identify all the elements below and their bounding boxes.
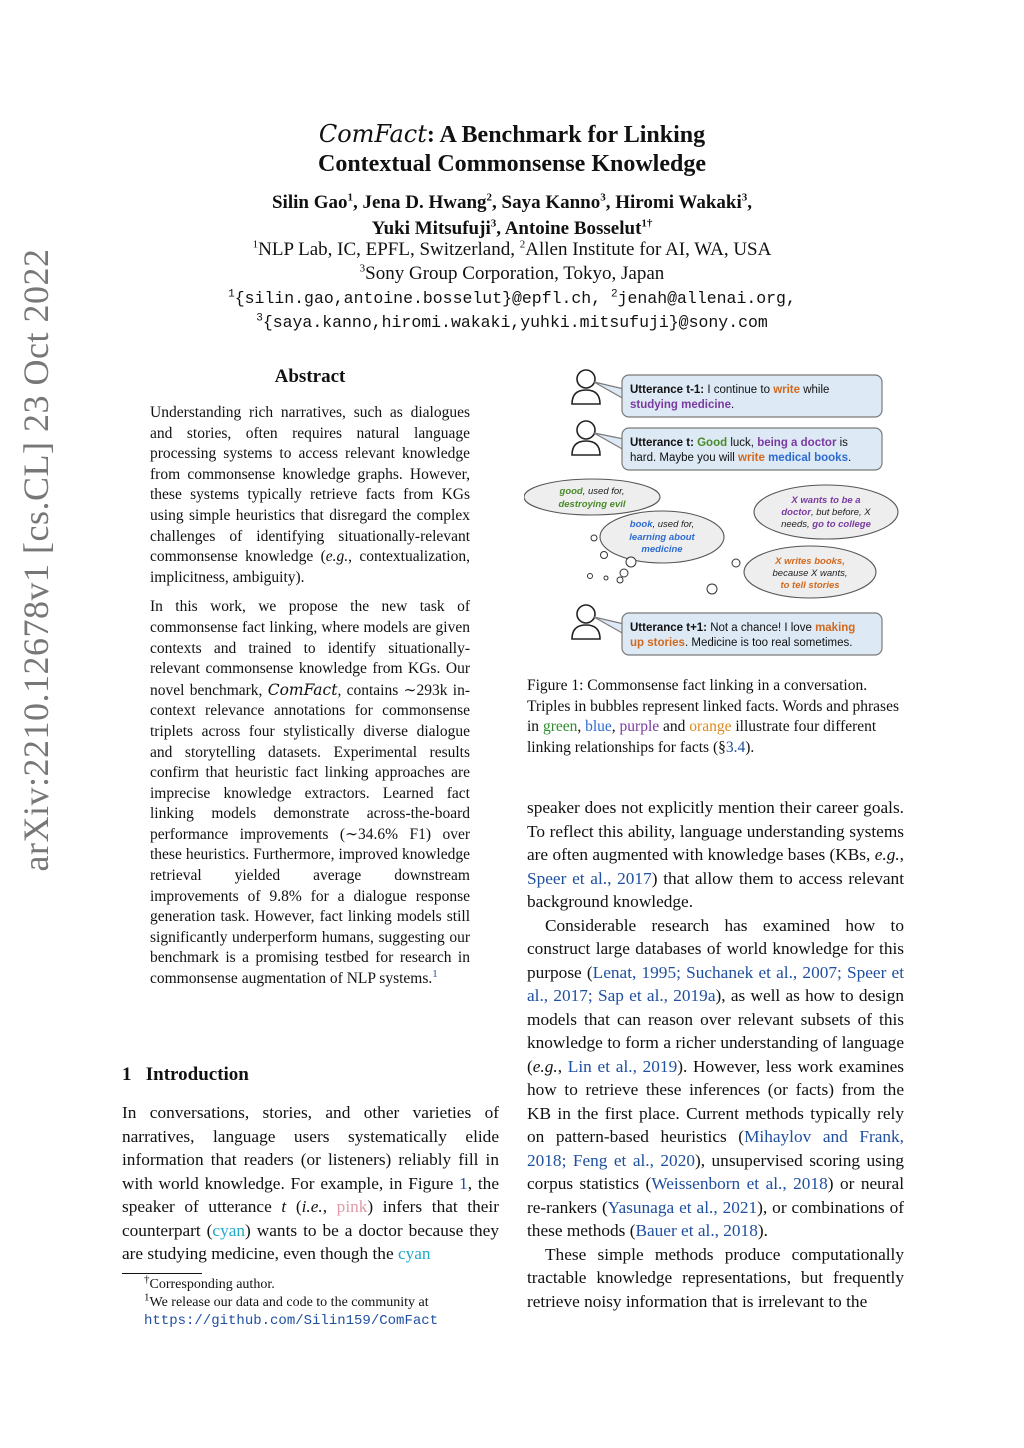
affil-sup: 3 [359, 262, 366, 275]
author: Saya Kanno [501, 192, 601, 213]
fact-text: to tell stories [780, 580, 840, 591]
citation-link[interactable]: Lin et al., 2019 [567, 1056, 678, 1076]
email-text: {silin.gao,antoine.bosselut}@epfl.ch, [234, 289, 612, 308]
figure-1 [524, 362, 904, 667]
author-sup: 3 [600, 191, 606, 204]
author: Yuki Mitsufuji [371, 218, 491, 239]
footnote-ref[interactable]: 1 [432, 967, 438, 980]
person-icon [572, 605, 600, 639]
citation-link[interactable]: Yasunaga et al., 2021 [607, 1197, 758, 1217]
affil-text: NLP Lab, IC, EPFL, Switzerland, [258, 239, 520, 260]
fact-text: learning about [629, 532, 695, 543]
fact-text: doctor, but before, X [781, 507, 871, 518]
abstract-heading: Abstract [274, 366, 346, 387]
fact-text: book, used for, [629, 519, 695, 530]
fact-text: medicine [641, 544, 683, 555]
section-ref-link[interactable]: 3.4 [725, 738, 746, 756]
svg-text:Utterance t+1: Not a chance! I: Utterance t+1: Not a chance! I love making [630, 622, 856, 634]
author-sup: 2 [486, 191, 493, 204]
affil-sup: 1 [252, 238, 259, 251]
email-sup: 3 [256, 312, 263, 325]
affil-sup: 2 [519, 238, 526, 251]
svg-text:up stories. Medicine is too re: up stories. Medicine is too real sometimes. [630, 637, 853, 649]
svg-text:Utterance t-1: I continue to w: Utterance t-1: I continue to write while [630, 384, 830, 396]
citation-link[interactable]: Bauer et al., 2018 [635, 1221, 758, 1240]
author: Jena D. Hwang [362, 192, 487, 213]
footnotes: †Corresponding author. $^1$We release our data and code to the community at https://github.com/Silin159/ComFact [144, 1273, 439, 1329]
author: Hiromi Wakaki [615, 192, 742, 213]
abstract-paragraph-2: In this work, we propose the new task of commonsense fact linking, where models are given contexts and trained to identify situationally-relevant commonsense knowledge from KGs. Our novel benchmark, ComFact, contains ∼293k in-context relevance annotations for commonsense triplets across four stylistically diverse dialogue and storytelling datasets. Experimental results confirm that heuristic fact linking approaches are imprecise knowledge extractors. Learned fact linking models demonstrate across-the-board performance improvements (∼34.6% F1) over these heuristics. Furthermore, improved knowledge retrieval yielded average downstream improvements of 9.8% for a dialogue response generation task. However, fact linking models still significantly underperform humans, suggesting our benchmark is a promising testbed for research in commonsense augmentation of NLP systems.$^1$ [150, 598, 471, 988]
email-text: jenah@allenai.org, [617, 289, 796, 308]
author-list: Silin Gao$^1$, Jena D. Hwang$^2$, Saya Kanno$^3$, Hiromi Wakaki$^3$, Yuki Mitsufuji$^3$, Antoine Bosselut$^{1\dagger}$ [271, 191, 753, 239]
intro-paragraph: In conversations, stories, and other varieties of narratives, language users systematically elide information that readers (or listeners) reliably fill in with world knowledge. For example, in Figure 1, the speaker of utterance t (i.e., pink) infers that their counterpart (cyan) wants to be a doctor because they are studying medicine, even though the cyan [122, 1103, 499, 1263]
footnote-rule [122, 1273, 202, 1274]
svg-text:studying medicine.: studying medicine. [630, 399, 735, 411]
abstract-body [150, 403, 470, 999]
figure-ref-link[interactable]: 1 [459, 1173, 468, 1193]
abstract-paragraph-1: Understanding rich narratives, such as dialogues and stories, often requires natural language processing systems to access relevant knowledge from commonsense knowledge graphs. However, these systems typically retrieve facts from KGs using simple heuristics that disregard the complex challenges of identifying situationally-relevant commonsense knowledge (e.g., contextualization, implicitness, ambiguity). [150, 404, 470, 586]
author-sup: 1 [347, 191, 353, 204]
paragraph: speaker does not explicitly mention their career goals. To reflect this ability, language understanding systems are often augmented with knowledge bases (KBs, e.g., Speer et al., 2017) that allow them to access relevant background knowledge. [527, 798, 904, 911]
citation-link[interactable]: Lenat, 1995; Suchanek et al., 2007; Speer et al., 2017; Sap et al., 2019a [527, 962, 904, 1005]
email-sup: 1 [228, 288, 235, 301]
paper-title [150, 120, 874, 179]
fact-text: X wants to be a [791, 495, 861, 506]
email-text: {saya.kanno,hiromi.wakaki,yuhki.mitsufuji}@sony.com [262, 313, 768, 332]
affil-text: Allen Institute for AI, WA, USA [525, 239, 772, 260]
title-name: ComFact [318, 120, 427, 148]
paragraph: These simple methods produce computationally tractable knowledge representations, but frequently retrieve noisy information that is irrelevant to the [527, 1244, 904, 1311]
repo-link[interactable]: https://github.com/Silin159/ComFact [144, 1313, 439, 1329]
fact-text: X writes books, [775, 556, 845, 567]
citation-link[interactable]: Speer et al., 2017 [527, 868, 652, 888]
citation-link[interactable]: Mihaylov and Frank, 2018; Feng et al., 2020 [527, 1127, 904, 1170]
fact-text: because X wants, [772, 568, 848, 579]
title-line1: : A Benchmark for Linking [426, 122, 706, 148]
svg-text:Utterance t: Good luck, being: Utterance t: Good luck, being a doctor is [630, 437, 848, 449]
author: Silin Gao [271, 192, 348, 213]
fact-text: good, used for, [559, 486, 625, 497]
title-line2: Contextual Commonsense Knowledge [318, 151, 706, 177]
person-icon [572, 421, 600, 455]
fact-text: destroying evil [558, 499, 626, 510]
author-sup: 3 [490, 217, 497, 230]
svg-text:hard. Maybe you will write med: hard. Maybe you will write medical books. [630, 452, 852, 464]
affil-text: Sony Group Corporation, Tokyo, Japan [365, 263, 665, 284]
right-column-body [527, 796, 904, 1313]
author-sup: 1† [641, 217, 653, 230]
citation-link[interactable]: Weissenborn et al., 2018 [651, 1174, 828, 1193]
paragraph: Considerable research has examined how to construct large databases of world knowledge for this purpose (Lenat, 1995; Suchanek et al., 2007; Speer et al., 2017; Sap et al., 2019a), as well as how to design models that can reason over relevant subsets of this knowledge to form a richer understanding of language (e.g., Lin et al., 2019). However, less work examines how to retrieve these inferences (or facts) from the KB in the first place. Current methods typically rely on pattern-based heuristics (Mihaylov and Frank, 2018; Feng et al., 2020), unsupervised scoring using corpus statistics (Weissenborn et al., 2018) or neural re-rankers (Yasunaga et al., 2021), or combinations of these methods (Bauer et al., 2018). [527, 915, 904, 1240]
section-heading-introduction: 1 Introduction [122, 1064, 249, 1085]
figure-caption: Figure 1: Commonsense fact linking in a conversation. Triples in bubbles represent linked facts. Words and phrases in green, blue, purple and orange illustrate four different linking relationships for facts (§3.4). [527, 677, 899, 756]
fact-text: needs, go to college [781, 519, 871, 530]
affiliations [150, 238, 874, 286]
author: Antoine Bosselut [504, 218, 642, 239]
arxiv-identifier: arXiv:2210.12678v1 [cs.CL] 23 Oct 2022 [16, 248, 56, 872]
person-icon [572, 370, 600, 404]
email-sup: 2 [611, 288, 618, 301]
email-addresses [150, 287, 874, 335]
author-sup: 3 [741, 191, 748, 204]
